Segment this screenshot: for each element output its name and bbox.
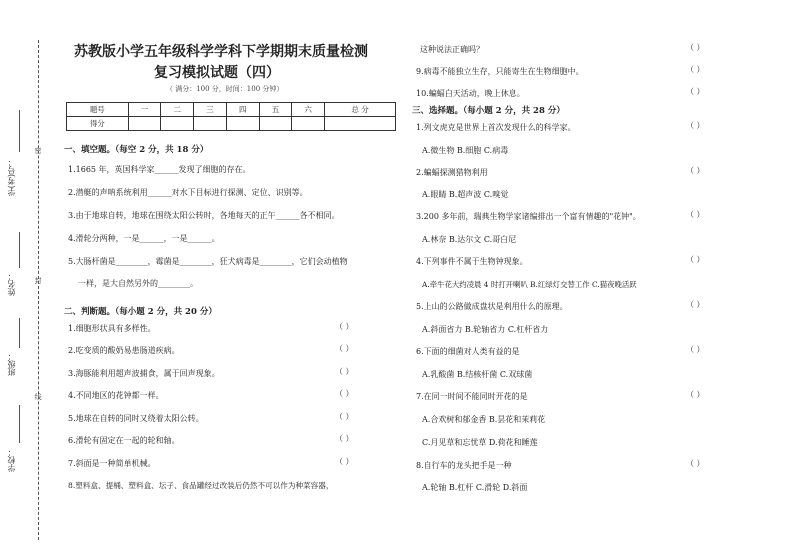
- answer-parens[interactable]: （ ）: [335, 367, 354, 376]
- score-table-cell: 六: [292, 103, 325, 117]
- choice-question: 6.下面的细菌对人类有益的是: [416, 347, 520, 356]
- school-label: 学校：: [7, 448, 16, 472]
- fill-question: 4.滑轮分两种，一是______，一是______。: [68, 234, 220, 243]
- score-table-cell: 总 分: [325, 103, 396, 117]
- fill-question-cont: 一样，是大自然另外的________。: [78, 279, 198, 288]
- choice-options: A.轮轴 B.杠杆 C.滑轮 D.斜面: [422, 483, 528, 492]
- score-input-cell[interactable]: [325, 117, 396, 131]
- judge-question: 6.滑轮有固定在一起的轮和轴。: [68, 436, 180, 445]
- answer-parens[interactable]: （ ）: [686, 121, 705, 130]
- school-blank-line: [19, 405, 20, 443]
- fill-question: 1.1665 年，英国科学家______发现了细胞的存在。: [68, 165, 251, 174]
- judge-question: 3.海豚能利用超声波捕食，属于回声现象。: [68, 369, 220, 378]
- fill-question: 2.潜艇的声呐系统利用______对水下目标进行探测、定位、识别等。: [68, 188, 308, 197]
- choice-question: 8.自行车的龙头把手是一种: [416, 461, 512, 470]
- answer-parens[interactable]: （ ）: [686, 87, 705, 96]
- answer-parens[interactable]: （ ）: [335, 322, 354, 331]
- score-table-cell: 五: [259, 103, 292, 117]
- answer-parens[interactable]: （ ）: [686, 300, 705, 309]
- judge-question: 8.塑料盒、提桶、塑料盒、坛子、食品罐经过改装后仍然不可以作为种菜容器，: [68, 481, 334, 490]
- id-label: 学(考)号：: [7, 158, 16, 197]
- choice-options: A.乳酸菌 B.结核杆菌 C.双球菌: [422, 370, 533, 379]
- fill-question: 5.大肠杆菌是________，霉菌是________，狂犬病毒是________，它们会动植物: [68, 257, 348, 266]
- binding-margin: [0, 0, 58, 548]
- judge-question: 4.不同地区的花钟都一样。: [68, 391, 164, 400]
- score-table-header-row: [67, 103, 396, 117]
- answer-parens[interactable]: （ ）: [686, 255, 705, 264]
- answer-parens[interactable]: （ ）: [686, 65, 705, 74]
- title-line-2: 复习模拟试题（四）: [154, 65, 280, 81]
- class-label: 班级：: [7, 352, 16, 376]
- answer-parens[interactable]: （ ）: [686, 166, 705, 175]
- seal-char-mi: 密: [34, 147, 42, 155]
- choice-question: 3.200 多年前，瑞典生物学家诸编排出一个富有情趣的"花钟"。: [416, 212, 641, 221]
- choice-options: A.微生物 B.细胞 C.病毒: [422, 146, 509, 155]
- name-label: 姓名：: [7, 272, 16, 296]
- seal-char-xian: 线: [34, 393, 42, 401]
- judge-question: 7.斜面是一种简单机械。: [68, 459, 156, 468]
- score-input-cell[interactable]: [226, 117, 259, 131]
- answer-parens[interactable]: （ ）: [335, 457, 354, 466]
- title-line-1: 苏教版小学五年级科学学科下学期期末质量检测: [74, 44, 368, 60]
- id-blank-line: [19, 110, 20, 152]
- choice-question: 4.下列事件不属于生物钟现象。: [416, 257, 528, 266]
- score-input-cell[interactable]: [259, 117, 292, 131]
- judge-question: 2.吃变质的酸奶易患肠道疾病。: [68, 346, 180, 355]
- choice-question: 7.在同一时间不能同时开花的是: [416, 392, 528, 401]
- choice-options: A.眼睛 B.超声波 C.嗅觉: [422, 190, 509, 199]
- seal-char-feng: 封: [34, 277, 42, 285]
- score-table-cell: 二: [161, 103, 194, 117]
- score-table-cell: 四: [226, 103, 259, 117]
- score-table-score-row: [67, 117, 396, 131]
- seal-line: [38, 40, 39, 540]
- choice-question: 5.上山的公路做成盘状是利用什么的原理。: [416, 302, 568, 311]
- section-2-heading: 二、判断题。（每小题 2 分，共 20 分）: [64, 307, 217, 317]
- score-table: [66, 102, 396, 131]
- judge-question: 9.病毒不能独立生存，只能寄生在生物细胞中。: [416, 67, 584, 76]
- choice-options: A.斜面省力 B.轮轴省力 C.杠杆省力: [422, 325, 549, 334]
- score-input-cell[interactable]: [292, 117, 325, 131]
- name-blank-line: [19, 232, 20, 268]
- answer-parens[interactable]: （ ）: [335, 344, 354, 353]
- score-input-cell[interactable]: [194, 117, 227, 131]
- score-table-cell: 三: [194, 103, 227, 117]
- answer-parens[interactable]: （ ）: [686, 459, 705, 468]
- choice-question: 2.蝙蝠探测猎物利用: [416, 168, 488, 177]
- judge-question: 10.蝙蝠白天活动，晚上休息。: [416, 89, 525, 98]
- answer-parens[interactable]: （ ）: [335, 389, 354, 398]
- answer-parens[interactable]: （ ）: [686, 345, 705, 354]
- score-input-cell[interactable]: [161, 117, 194, 131]
- judge-question: 5.地球在自转的同时又绕着太阳公转。: [68, 414, 204, 423]
- score-input-cell[interactable]: [128, 117, 161, 131]
- section-1-heading: 一、填空题。（每空 2 分，共 18 分）: [64, 145, 209, 155]
- class-blank-line: [19, 318, 20, 348]
- answer-parens[interactable]: （ ）: [686, 390, 705, 399]
- answer-parens[interactable]: （ ）: [686, 43, 705, 52]
- subtitle: （ 满分：100 分，时间：100 分钟）: [166, 85, 284, 93]
- choice-options: C.月见草和忘忧草 D.荷花和睡莲: [422, 438, 538, 447]
- score-table-cell: 题号: [67, 103, 129, 117]
- fill-question: 3.由于地球自转，地球在围绕太阳公转时，各地每天的正午______各不相同。: [68, 211, 340, 220]
- choice-options: A.牵牛花大约凌晨 4 时打开喇叭 B.红绿灯交替工作 C.猫夜晚活跃: [422, 280, 637, 289]
- answer-parens[interactable]: （ ）: [335, 412, 354, 421]
- choice-question: 1.列文虎克是世界上首次发现什么的科学家。: [416, 123, 576, 132]
- judge-question-cont: 这种说法正确吗？: [420, 45, 484, 54]
- section-3-heading: 三、选择题。（每小题 2 分，共 28 分）: [412, 106, 565, 116]
- answer-parens[interactable]: （ ）: [335, 434, 354, 443]
- judge-question: 1.细胞形状具有多样性。: [68, 324, 156, 333]
- answer-parens[interactable]: （ ）: [686, 210, 705, 219]
- choice-options: A.林奈 B.达尔文 C.哥白尼: [422, 235, 517, 244]
- score-table-cell: 一: [128, 103, 161, 117]
- choice-options: A.合欢树和郁金香 B.昙花和茉莉花: [422, 415, 546, 424]
- score-table-cell: 得分: [67, 117, 129, 131]
